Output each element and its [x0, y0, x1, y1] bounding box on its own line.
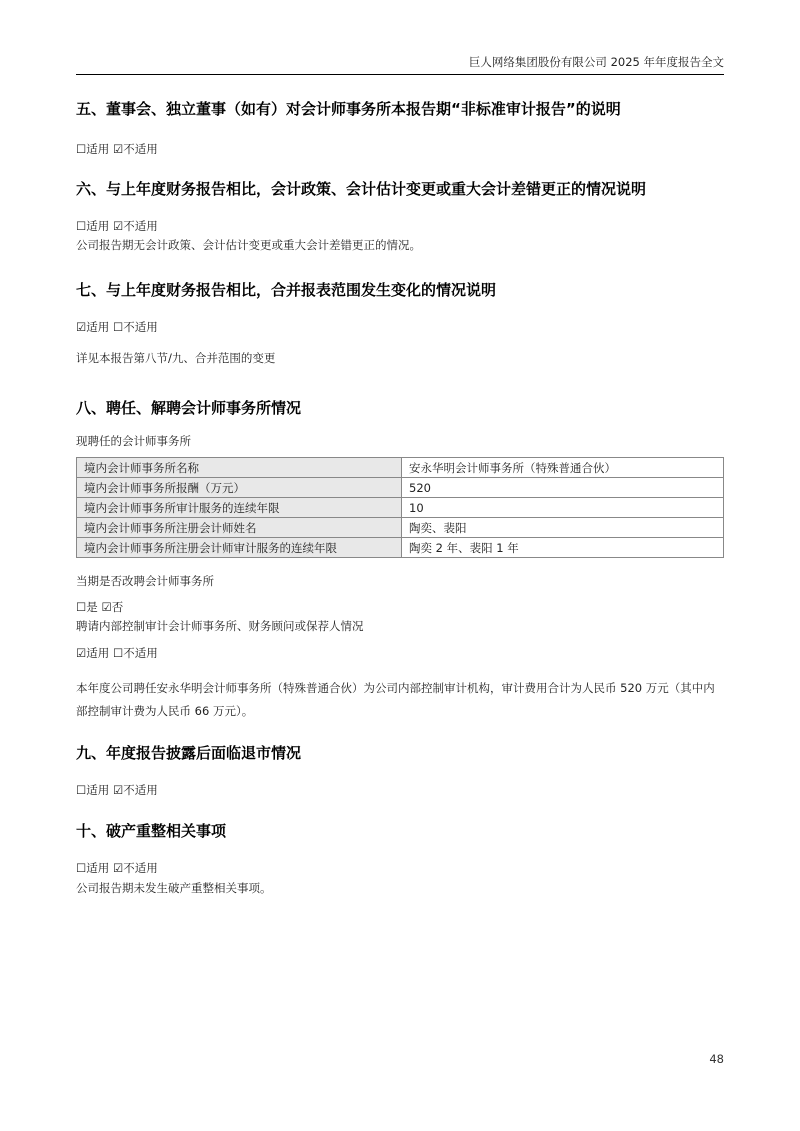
section-10-title: 十、破产重整相关事项 — [76, 822, 227, 840]
section-5-title: 五、董事会、独立董事（如有）对会计师事务所本报告期“非标准审计报告”的说明 — [76, 100, 621, 118]
header-rule — [76, 74, 724, 75]
table-value: 陶奕、裴阳 — [402, 518, 724, 538]
section-10-options: ☐适用 ☑不适用 — [76, 861, 158, 875]
section-7-title: 七、与上年度财务报告相比，合并报表范围发生变化的情况说明 — [76, 281, 497, 299]
table-key: 境内会计师事务所审计服务的连续年限 — [77, 498, 402, 518]
section-5-options: ☐适用 ☑不适用 — [76, 142, 158, 156]
section-9-title: 九、年度报告披露后面临退市情况 — [76, 744, 302, 762]
table-key: 境内会计师事务所注册会计师姓名 — [77, 518, 402, 538]
section-6-title: 六、与上年度财务报告相比，会计政策、会计估计变更或重大会计差错更正的情况说明 — [76, 180, 647, 198]
table-key: 境内会计师事务所名称 — [77, 458, 402, 478]
table-row — [77, 538, 724, 558]
current-auditor-label: 现聘任的会计师事务所 — [76, 434, 191, 448]
table-value: 安永华明会计师事务所（特殊普通合伙） — [402, 458, 724, 478]
table-row — [77, 478, 724, 498]
table-row — [77, 458, 724, 478]
section-6-options: ☐适用 ☑不适用 — [76, 219, 158, 233]
section-7-text: 详见本报告第八节/九、合并范围的变更 — [76, 351, 276, 365]
table-value: 10 — [402, 498, 724, 518]
table-value: 陶奕 2 年、裴阳 1 年 — [402, 538, 724, 558]
table-row — [77, 498, 724, 518]
section-9-options: ☐适用 ☑不适用 — [76, 783, 158, 797]
internal-control-text: 本年度公司聘任安永华明会计师事务所（特殊普通合伙）为公司内部控制审计机构，审计费用合计为人民币 520 万元（其中内部控制审计费为人民币 66 万元）。 — [76, 681, 715, 718]
section-8-title: 八、聘任、解聘会计师事务所情况 — [76, 399, 302, 417]
table-key: 境内会计师事务所报酬（万元） — [77, 478, 402, 498]
page-number: 48 — [709, 1052, 724, 1066]
table-value: 520 — [402, 478, 724, 498]
section-7-options: ☑适用 ☐不适用 — [76, 320, 158, 334]
section-6-text: 公司报告期无会计政策、会计估计变更或重大会计差错更正的情况。 — [76, 238, 421, 252]
auditor-table — [76, 457, 724, 558]
section-10-text: 公司报告期未发生破产重整相关事项。 — [76, 881, 272, 895]
table-key: 境内会计师事务所注册会计师审计服务的连续年限 — [77, 538, 402, 558]
change-auditor-question: 当期是否改聘会计师事务所 — [76, 574, 214, 588]
page-header: 巨人网络集团股份有限公司 2025 年年度报告全文 — [468, 55, 724, 69]
internal-control-question: 聘请内部控制审计会计师事务所、财务顾问或保荐人情况 — [76, 619, 364, 633]
table-row — [77, 518, 724, 538]
change-auditor-options: ☐是 ☑否 — [76, 600, 124, 614]
internal-control-options: ☑适用 ☐不适用 — [76, 646, 158, 660]
